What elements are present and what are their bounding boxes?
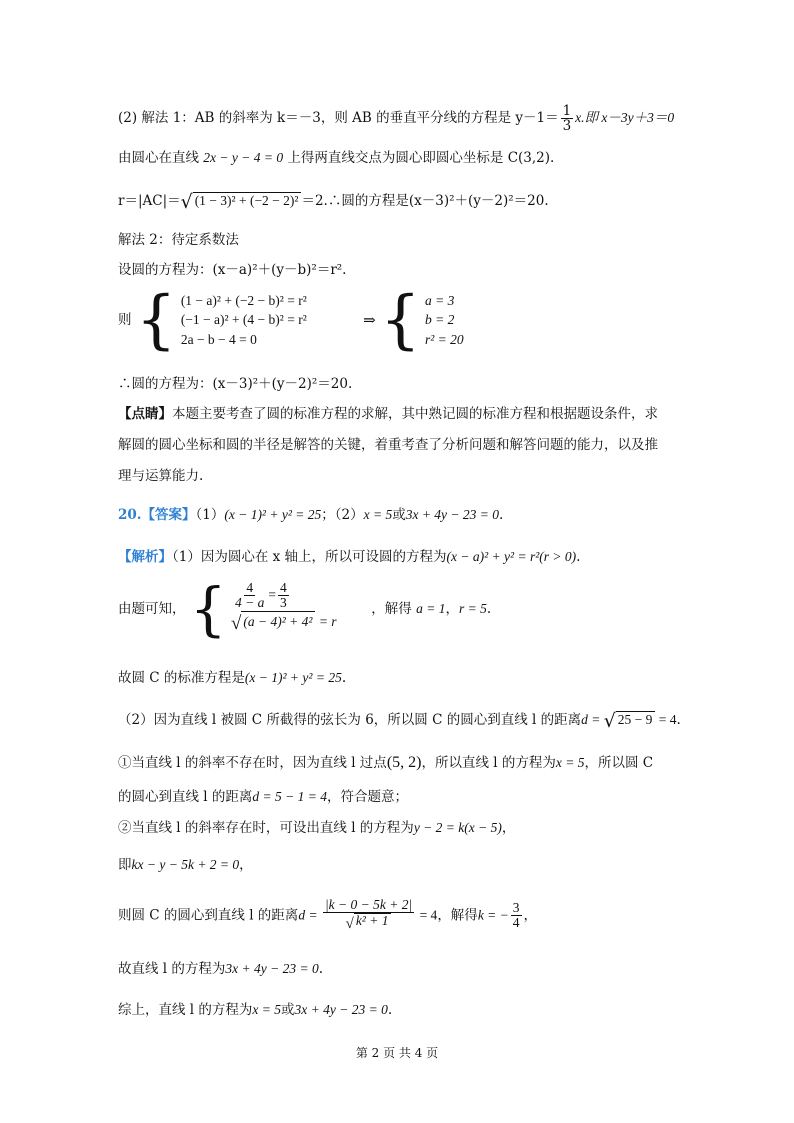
line-equation: 2x − y − 4 = 0: [203, 150, 284, 165]
analysis-line-10: 故直线 l 的方程为3x + 4y − 23 = 0.: [118, 961, 324, 977]
method1-text-b: x.即 x－3y＋3＝0: [575, 110, 675, 126]
comment-label: 【点睛】: [118, 406, 172, 422]
analysis-line-11: 综上，直线 l 的方程为x = 5或3x + 4y − 23 = 0.: [118, 1002, 393, 1018]
analysis-system: 由题可知， { $\frac{4}{4 - a}$ = $\frac{4}{3}$ √ (a − 4)² + 4² = r ，解得 a = 1，r = 5.: [118, 575, 492, 643]
fraction-one-third: $\frac{1}{3}$: [562, 103, 572, 135]
center-line: 由圆心在直线 2x − y − 4 = 0 上得两直线交点为圆心即圆心坐标是 C(3,2).: [118, 150, 555, 166]
method2-title: 解法 2：待定系数法: [118, 232, 239, 248]
distance-fraction: $\frac{|k - 0 - 5k + 2|}{\text{√ k² + 1}}$: [324, 897, 413, 933]
analysis-line-8: 即kx − y − 5k + 2 = 0，: [118, 857, 253, 873]
comment-line-2: 解圆的圆心坐标和圆的半径是解答的关键，着重考查了分析问题和解答问题的能力，以及推: [118, 437, 658, 453]
system-prefix: 则: [118, 311, 132, 328]
analysis-line-6: 的圆心到直线 l 的距离d = 5 − 1 = 4，符合题意；: [118, 789, 408, 805]
analysis-line-3: 故圆 C 的标准方程是(x − 1)² + y² = 25.: [118, 670, 347, 686]
method2-setup: 设圆的方程为：(x－a)²＋(y－b)²＝r².: [118, 262, 347, 278]
comment-line-1: 【点睛】本题主要考查了圆的标准方程的求解，其中熟记圆的标准方程和根据题设条件，求: [118, 406, 658, 422]
system-left: (1 − a)² + (−2 − b)² = r² (−1 − a)² + (4 − b)² = r² 2a − b − 4 = 0: [180, 292, 307, 347]
radius-line: r＝|AC|＝√ (1 − 3)² + (−2 − 2)² ＝2.∴圆的方程是(x－3)²＋(y－2)²＝20.: [118, 191, 549, 213]
implies-arrow: ⇒: [363, 311, 376, 329]
analysis-line-1: 【解析】（1）因为圆心在 x 轴上，所以可设圆的方程为(x − a)² + y² = r²(r > 0).: [118, 549, 581, 565]
method1-line: [118, 104, 674, 133]
analysis-line-5: ①当直线 l 的斜率不存在时，因为直线 l 过点(5, 2)，所以直线 l 的方程为x = 5，所以圆 C: [118, 754, 654, 771]
answer-label: 20.【答案】: [118, 507, 196, 523]
method1-prefix: (2) 解法 1：: [118, 110, 195, 127]
method2-result: ∴圆的方程为：(x－3)²＋(y－2)²＝20.: [118, 376, 353, 392]
frac-4-over-4-minus-a: $\frac{4}{4 - a}$: [235, 579, 265, 610]
analysis-label: 【解析】: [118, 549, 172, 565]
radius-sqrt: (1 − 3)² + (−2 − 2)²: [193, 192, 302, 209]
analysis-line-9: 则圆 C 的圆心到直线 l 的距离d = $\frac{|k - 0 - 5k + 2|}{\text{√ k² + 1}}$ = 4，解得k = − $\frac{3}{4}$ ，: [118, 897, 538, 933]
page-footer: 第 2 页 共 4 页: [355, 1046, 439, 1060]
analysis-line-7: ②当直线 l 的斜率存在时，可设出直线 l 的方程为y − 2 = k(x − 5)，: [118, 820, 516, 836]
method1-text-a: AB 的斜率为 k＝－3，则 AB 的垂直平分线的方程是 y－1＝: [194, 110, 559, 127]
system-right: a = 3 b = 2 r² = 20: [425, 292, 464, 347]
analysis-line-4: （2）因为直线 l 被圆 C 所截得的弦长为 6，所以圆 C 的圆心到直线 l 的距离d = √ 25 − 9 = 4.: [118, 710, 681, 732]
q20-answer: 20.【答案】（1）(x − 1)² + y² = 25；（2）x = 5或3x + 4y − 23 = 0.: [118, 507, 504, 523]
equation-system: 则 { (1 − a)² + (−2 − b)² = r² (−1 − a)² + (4 − b)² = r² 2a − b − 4 = 0 ⇒ { a = 3 b = 2 r² = 20: [118, 283, 464, 357]
comment-line-3: 理与运算能力.: [118, 468, 204, 484]
